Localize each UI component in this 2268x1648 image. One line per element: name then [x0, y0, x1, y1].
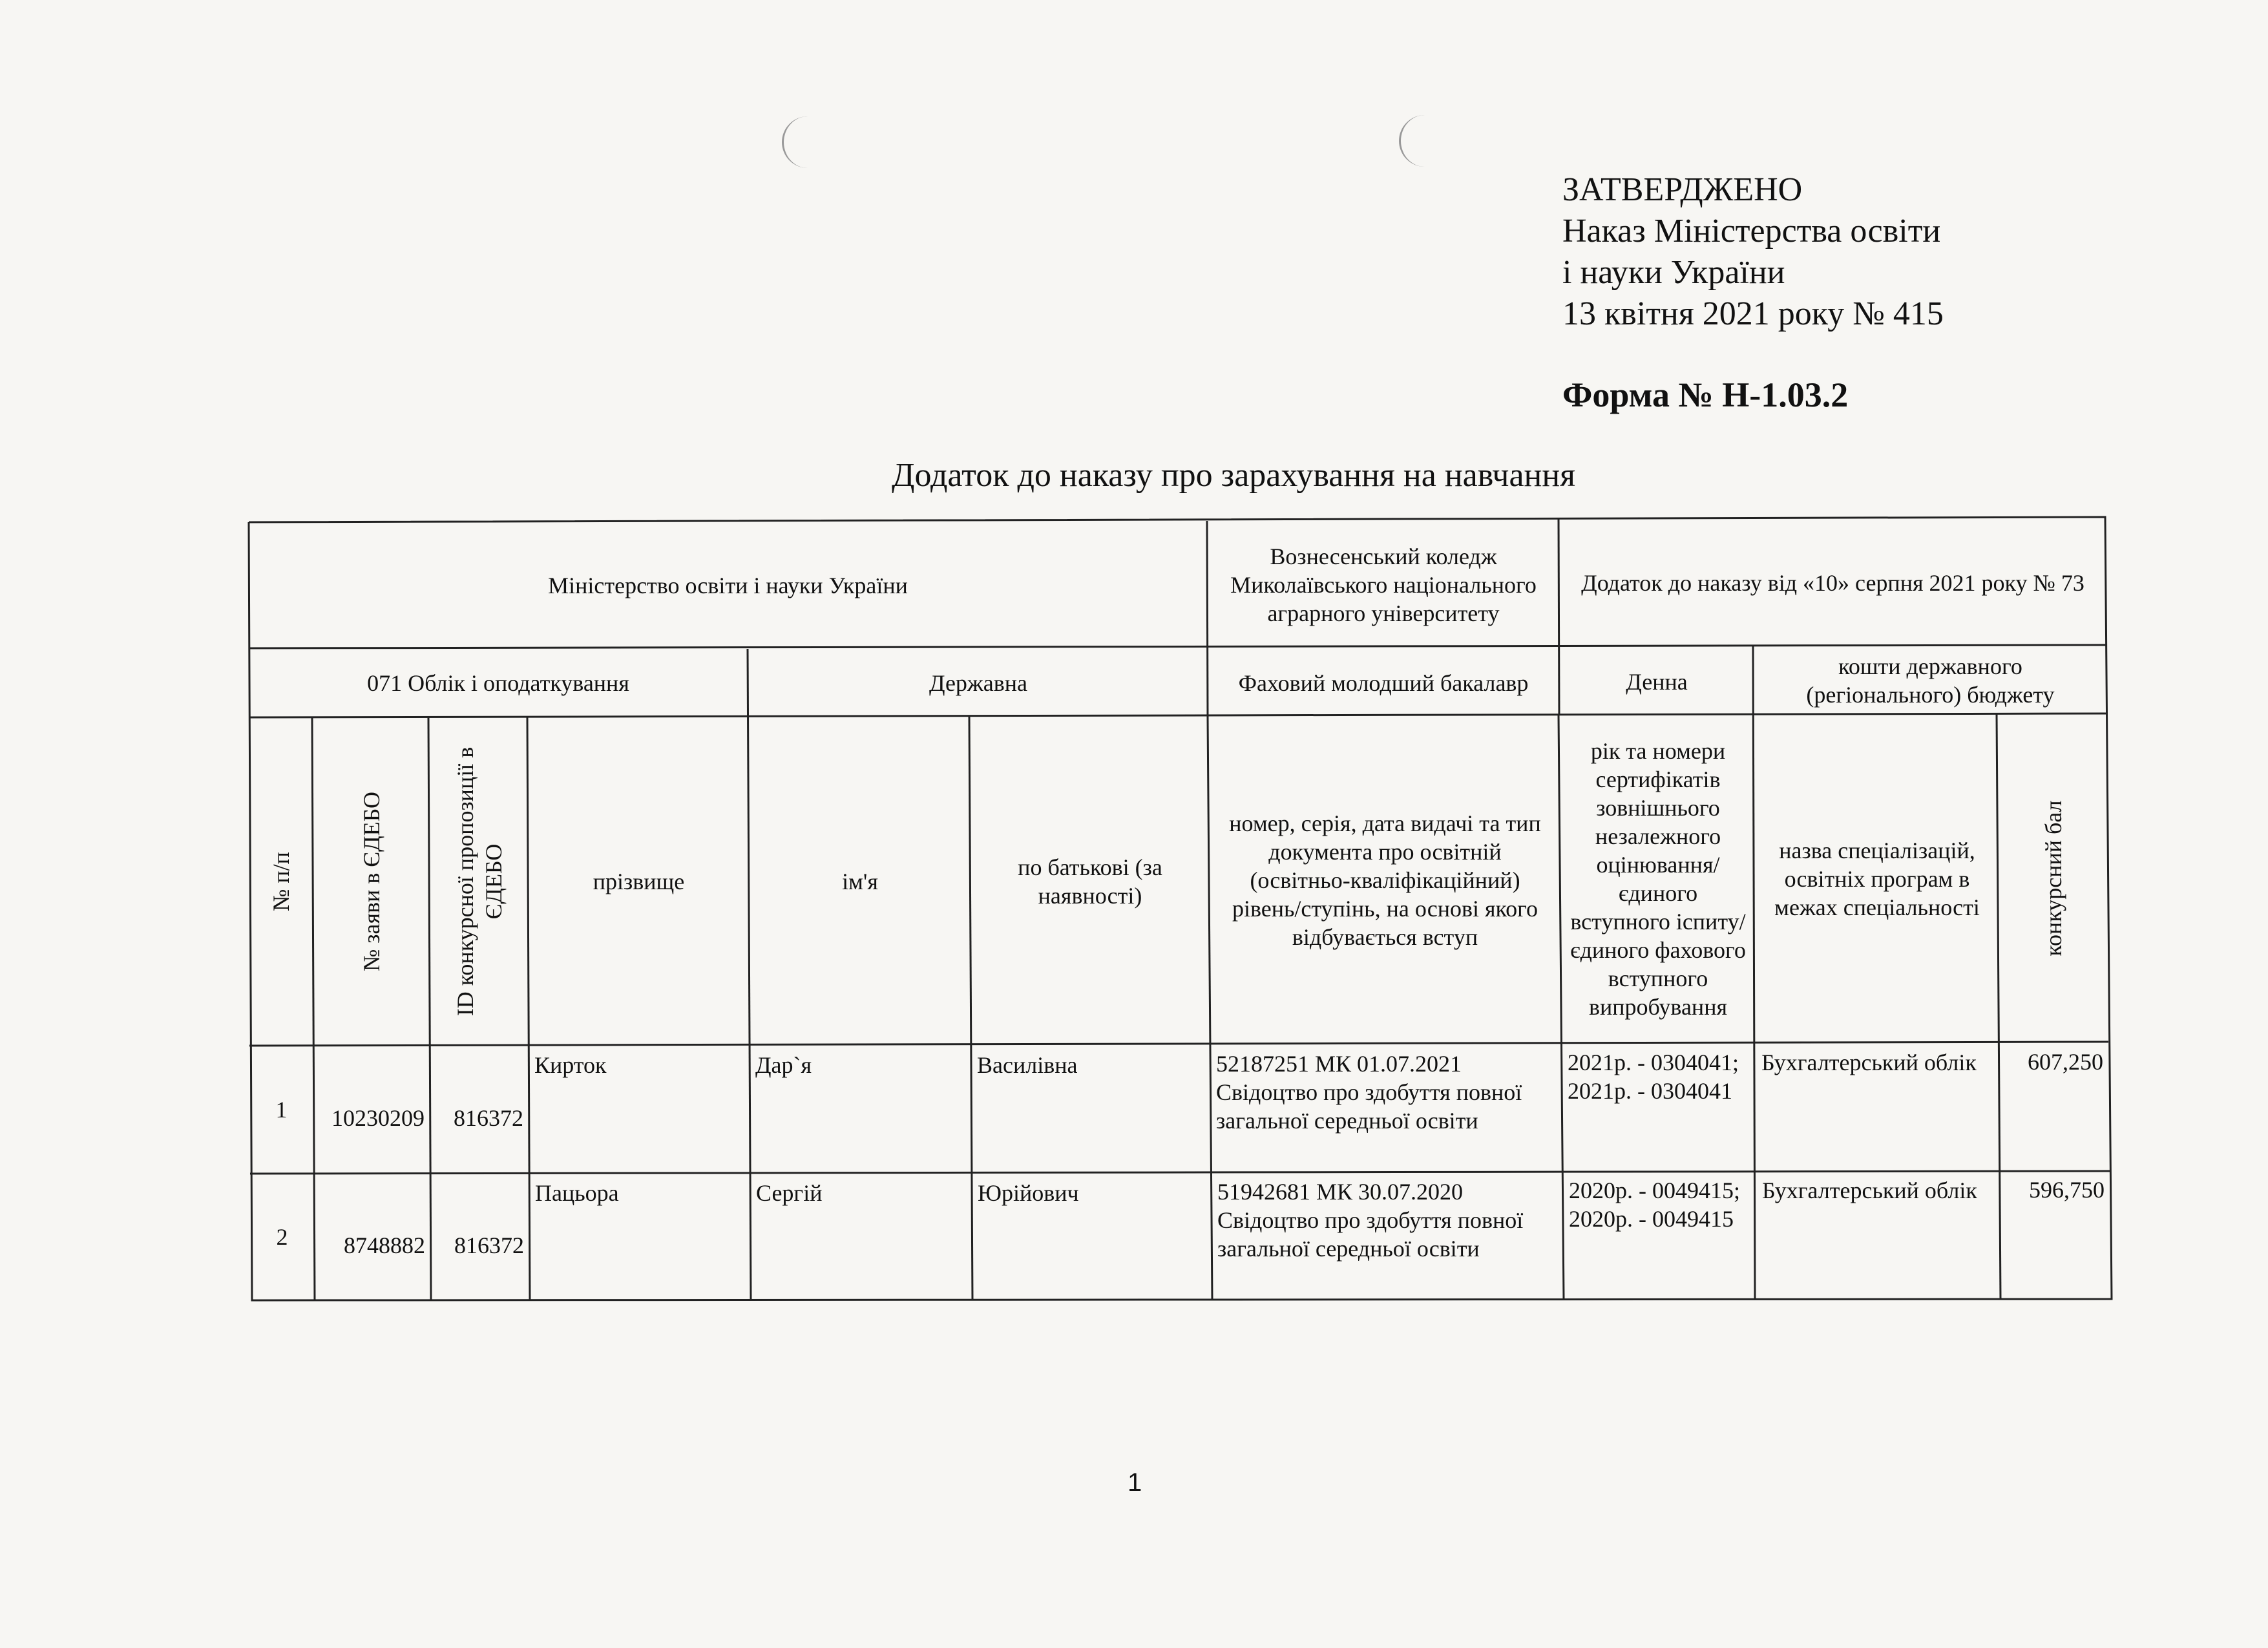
table-row-certificates: 2020р. - 0049415; 2020р. - 0049415	[1569, 1178, 1740, 1232]
header-offer-id: ID конкурсної пропозиції в ЄДЕБО	[452, 746, 507, 1017]
table-row-patronymic: Василівна	[977, 1052, 1078, 1078]
header-name: ім'я	[842, 869, 878, 894]
ministry-cell: Міністерство освіти і науки України	[548, 572, 908, 598]
table-row-score: 607,250	[2028, 1049, 2103, 1075]
form-number: Форма № Н-1.03.2	[1562, 375, 1849, 414]
table-row-surname: Пацьора	[535, 1180, 619, 1206]
table-row-score: 596,750	[2029, 1177, 2105, 1203]
approval-line: Наказ Міністерства освіти	[1562, 213, 1941, 249]
header-specialization: назва спеціалізацій, освітніх програм в межах спеціальності	[1774, 838, 1980, 920]
approval-block	[1562, 169, 1944, 335]
approval-line: і науки України	[1562, 254, 1785, 291]
budget-cell: кошти державного (регіонального) бюджету	[1806, 653, 2055, 708]
header-document: номер, серія, дата видачі та тип документа про освітній (освітньо-кваліфікаційний) рівень/ступінь, на основі якого відбувається вступ	[1229, 810, 1541, 950]
table-row-name: Дар`я	[755, 1052, 812, 1078]
table-row-offer-id: 816372	[454, 1105, 523, 1131]
table-row-specialization: Бухгалтерський облік	[1762, 1178, 1977, 1203]
header-app-no: № заяви в ЄДЕБО	[359, 791, 384, 972]
table-row-specialization: Бухгалтерський облік	[1761, 1050, 1977, 1075]
table-row-document: 51942681 МК 30.07.2020 Свідоцтво про здобуття повної загальної середньої освіти	[1217, 1179, 1524, 1262]
table-row-document: 52187251 МК 01.07.2021 Свідоцтво про здобуття повної загальної середньої освіти	[1216, 1051, 1522, 1134]
table-row-patronymic: Юрійович	[978, 1180, 1079, 1206]
table-row-num: 2	[276, 1224, 288, 1250]
funding-form-cell: Державна	[929, 670, 1028, 696]
table-row-certificates: 2021р. - 0304041; 2021р. - 0304041	[1568, 1050, 1739, 1104]
scan-mark	[782, 116, 823, 168]
institution-cell: Вознесенський коледж Миколаївського національного аграрного університету	[1230, 543, 1537, 626]
table-row-offer-id: 816372	[454, 1232, 524, 1258]
header-score: конкурсний бал	[2041, 800, 2066, 956]
scan-mark	[1399, 115, 1440, 167]
document-title: Додаток до наказу про зарахування на навчання	[892, 457, 1576, 494]
header-certificates: рік та номери сертифікатів зовнішнього незалежного оцінювання/ єдиного вступного іспиту/ єдиного фахового вступного випробування	[1570, 738, 1746, 1020]
header-surname: прізвище	[593, 869, 685, 894]
study-form-cell: Денна	[1626, 668, 1688, 695]
table-row-surname: Кирток	[534, 1052, 607, 1078]
table-row-app-no: 8748882	[344, 1232, 425, 1258]
table-row-name: Сергій	[756, 1180, 823, 1206]
header-num: № п/п	[268, 852, 294, 911]
approval-title: ЗАТВЕРДЖЕНО	[1562, 171, 1803, 208]
table-row-num: 1	[275, 1097, 288, 1123]
order-ref-cell: Додаток до наказу від «10» серпня 2021 року № 73	[1581, 569, 2084, 596]
header-patronymic: по батькові (за наявності)	[1018, 854, 1162, 909]
specialty-cell: 071 Облік і оподаткування	[367, 670, 629, 696]
approval-line: 13 квітня 2021 року № 415	[1562, 295, 1944, 332]
table-row-app-no: 10230209	[331, 1105, 425, 1131]
page-number: 1	[1128, 1468, 1142, 1497]
degree-cell: Фаховий молодший бакалавр	[1238, 670, 1529, 696]
